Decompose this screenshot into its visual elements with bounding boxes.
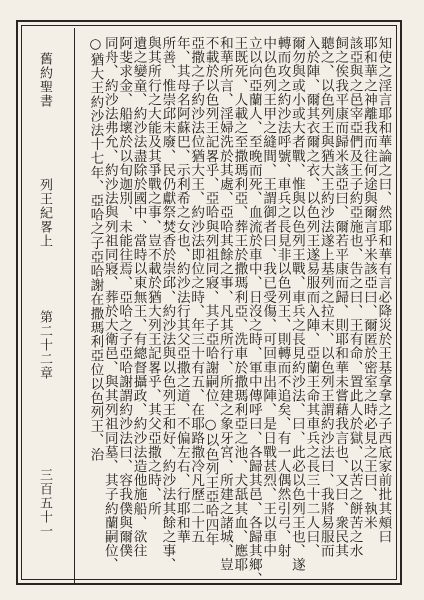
text-column: 和華所言、淫婦洗於其處、亞哈其餘之事、凡其所行、所建之象牙宮、所建之諸城、豈 <box>216 36 233 572</box>
text-column: 不載於以色列王記畧乎、亞哈與列祖同寢、其子亞哈謝嗣位、○以色列王亞哈四年 <box>202 36 219 546</box>
text-column: 與其所行之大能及其爭戰之事、豈不載於猶大列王記畧乎、其父亞撒之時、所 <box>144 36 161 516</box>
text-column: 中以色列王甲之縫間、王謂御者曰、我已受傷、可回車出陣、是日戰甚烈、王以車中 <box>260 36 277 558</box>
text-column: 遺之孌童、約沙法盡除於國中、當時以東無王、有總督攝政、約沙法造他施船、欲往 <box>130 36 147 558</box>
margin-strip <box>24 28 75 585</box>
text-column: 知使之淫言耶和華論之曰、然耶和華有言必降災於王基拿拿之子西底家前批其頰曰 <box>375 36 392 544</box>
text-column: 立以向亞蘭人、至晚而死、血流於車中、日沒之時、軍中傳呼曰、各歸其邑、各歸其鄉、 <box>245 36 262 586</box>
page-inner-border <box>21 25 397 586</box>
text-column: 轉而攻之約沙法呼號、車兵之長見非以色列王、則轉而不追矣、有一人偶然引弓、射 <box>274 36 291 558</box>
page-frame <box>16 20 402 585</box>
text-column: 耶和華之神離我而往何途與爾言乎米該亞曰、爾匿於密室之時必見之王曰、執米 <box>360 36 377 530</box>
text-column: 飼之俟我平康而歸米該亞曰、爾若平康而歸、則耶和華未嘗藉我言也、又曰、衆民其 <box>332 36 349 558</box>
page-number: 三百五十一 <box>37 468 52 538</box>
chapter-number: 第二十二章 <box>37 310 52 380</box>
text-column: 阿斐求金、船壞於以旬迦別、未能往焉、亞哈之子亞哈謝謂約沙法曰、容我僕與爾僕 <box>116 36 133 558</box>
text-column: 年、其母名阿蘇巴、示利希之女也、約沙法行其父亞撒之道、不偏左右、行耶和華 <box>173 36 190 544</box>
text-column: 爾勿與或小或大者戰、惟與以色列王戰、車兵之長見約沙法、曰、此必以色列王也、遂 <box>288 36 305 572</box>
text-column: 該亞與之邑宰亞們及王子約亞施也、告之曰、王有命、置此人於獄、以苦之餅苦之水 <box>346 36 363 558</box>
text-column: 聽之、以色列王與猶大王約沙法遂上基列之拉末、以色列王謂約沙法曰、我將易服而 <box>317 36 334 558</box>
text-column: 同舟、約沙法弗允、約沙法與列祖同寢、葬於大衛邑、與其列祖同墓、其子約蘭嗣位、 <box>101 36 118 572</box>
text-column: 入於陣、爾其衣爾之衣、以色列王遂易服而入陣、亞蘭王命其車兵之長三十二人曰、 <box>303 36 320 558</box>
text-column: 亞撒之子約沙法位猶大王、約沙法即位之時、年三十有五、在耶路撒冷凡歷二十五 <box>188 36 205 544</box>
text-column: 所善、惟崇邱未廢、民仍獻祭焚香於崇邱、約沙法與以色列王和好、約沙法其餘之事、 <box>159 36 176 572</box>
chapter-book: 列王紀畧上 <box>37 178 52 248</box>
book-title: 舊約聖書 <box>37 52 52 108</box>
text-column: 王既死、人載之至撒瑪利亞、葬王於撒瑪利亞、洗車於撒瑪利亞之池、犬舐其血、應耶 <box>231 36 248 572</box>
text-column: ○猶大王約沙法十七年、亞哈之子亞哈謝在撒瑪利亞位以色列王、治 <box>87 36 104 462</box>
